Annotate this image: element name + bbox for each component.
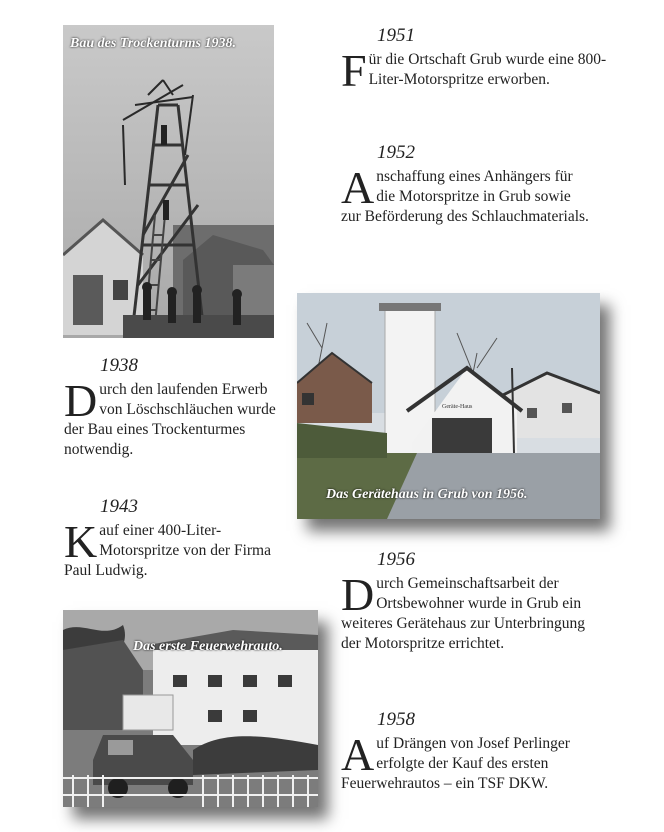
entry-1952 <box>341 143 591 227</box>
tower-construction-image <box>63 25 274 338</box>
year-label: 1958 <box>377 709 415 730</box>
photo-first-fire-truck <box>63 610 318 807</box>
photo-tower-construction <box>63 25 274 338</box>
drop-cap: F <box>341 45 367 96</box>
tower-photo-caption: Bau des Trockenturms 1938. <box>70 36 236 51</box>
year-label: 1943 <box>100 496 138 517</box>
truck-photo-caption: Das erste Feuerwehrauto. <box>133 639 283 654</box>
entry-text: Durch den laufenden Erwerb von Löschschläuchen wurde der Bau eines Trockenturmes notwendig. <box>64 375 276 458</box>
entry-text: Auf Drängen von Josef Perlinger erfolgte der Kauf des ersten Feuerwehrautos – ein TSF DKW. <box>341 729 570 792</box>
entry-text: Durch Gemeinschaftsarbeit der Ortsbewohner wurde in Grub ein weiteres Gerätehaus zur Unterbringung der Motorspritze errichtet. <box>341 569 586 652</box>
station-sign: Geräte-Haus <box>442 404 473 410</box>
entry-1943 <box>64 497 274 581</box>
entry-1956 <box>341 550 603 654</box>
photo-equipment-house <box>297 293 600 519</box>
entry-text: Für die Ortschaft Grub wurde eine 800-Liter-Motorspritze erworben. <box>341 45 607 96</box>
equipment-house-image <box>297 293 600 519</box>
entry-1938 <box>64 356 286 460</box>
station-photo-caption: Das Gerätehaus in Grub von 1956. <box>326 487 528 502</box>
year-label: 1951 <box>377 25 415 46</box>
drop-cap: K <box>64 516 98 567</box>
year-label: 1938 <box>100 355 138 376</box>
entry-text: Anschaffung eines Anhängers für die Motorspritze in Grub sowie zur Beförderung des Schlauchmaterials. <box>341 162 589 225</box>
entry-text: Kauf einer 400-Liter-Motorspritze von der Firma Paul Ludwig. <box>64 516 271 579</box>
entry-1958 <box>341 710 596 794</box>
entry-1951 <box>341 25 613 96</box>
drop-cap: A <box>341 162 375 213</box>
year-label: 1956 <box>377 549 415 570</box>
drop-cap: D <box>341 569 375 620</box>
drop-cap: D <box>64 375 98 426</box>
year-label: 1952 <box>377 142 415 163</box>
drop-cap: A <box>341 729 375 780</box>
